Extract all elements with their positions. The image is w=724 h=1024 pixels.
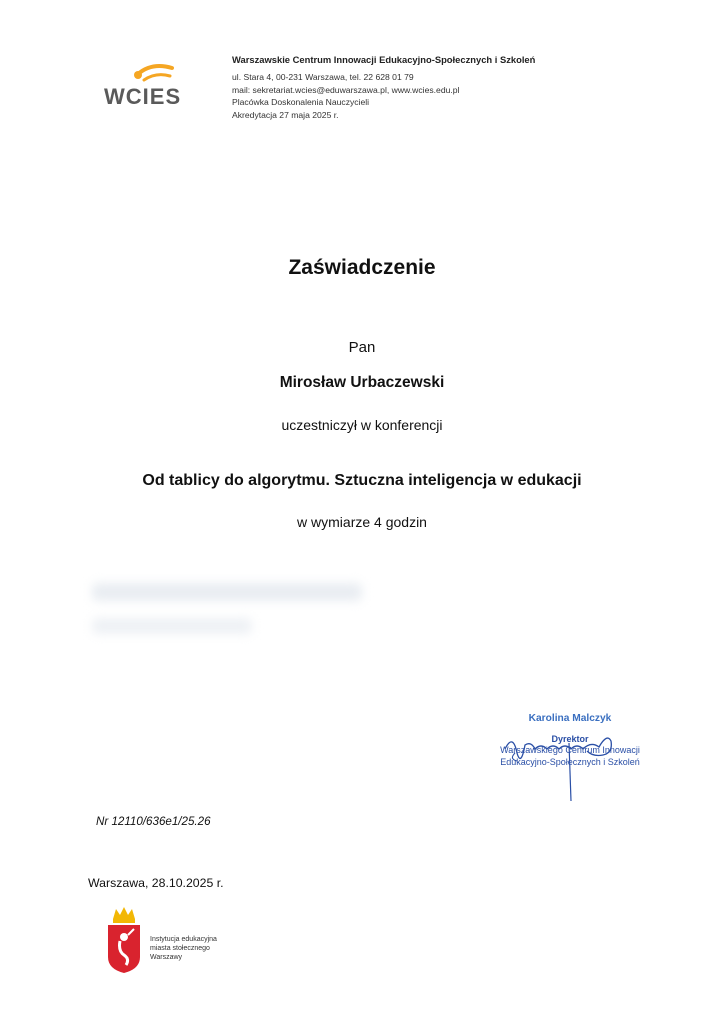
signatory-role: Dyrektor [551,733,589,744]
blurred-content [92,583,362,601]
institution-line: Warszawy [150,954,183,961]
handwritten-signature [495,719,645,804]
certificate-title: Zaświadczenie [288,256,436,279]
blurred-content [92,618,252,634]
institution-line: Instytucja edukacyjna [150,936,217,943]
contact-line: mail: sekretariat.wcies@eduwarszawa.pl, www.wcies.edu.pl [232,84,460,95]
header-address-block [232,52,702,121]
event-title: Od tablicy do algorytmu. Sztuczna inteligencja w edukacji [142,472,582,489]
signatory-org-line: Warszawskiego Centrum Innowacji [500,745,640,755]
place-date: Warszawa, 28.10.2025 r. [88,876,224,890]
recipient-name: Mirosław Urbaczewski [279,374,445,391]
duration-text: w wymiarze 4 godzin [297,514,427,530]
signature-stamp [455,713,685,813]
logo-text: WCIES [104,84,182,109]
accreditation-line: Akredytacja 27 maja 2025 r. [232,109,339,120]
institution-label [150,935,270,962]
facility-line: Placówka Doskonalenia Nauczycieli [232,97,370,108]
signatory-org-line: Edukacyjno-Społecznych i Szkoleń [500,756,640,767]
warsaw-crest-icon [104,905,144,975]
address-line: ul. Stara 4, 00-231 Warszawa, tel. 22 628 01 79 [232,72,414,82]
org-name: Warszawskie Centrum Innowacji Edukacyjno-Społecznych i Szkoleń [232,54,536,65]
certificate-number: Nr 12110/636e1/25.26 [96,815,211,828]
signatory-name: Karolina Malczyk [528,713,612,724]
institution-line: miasta stołecznego [150,945,210,952]
participation-text: uczestniczył w konferencji [281,417,443,433]
wcies-logo [100,60,210,112]
salutation: Pan [348,339,376,356]
